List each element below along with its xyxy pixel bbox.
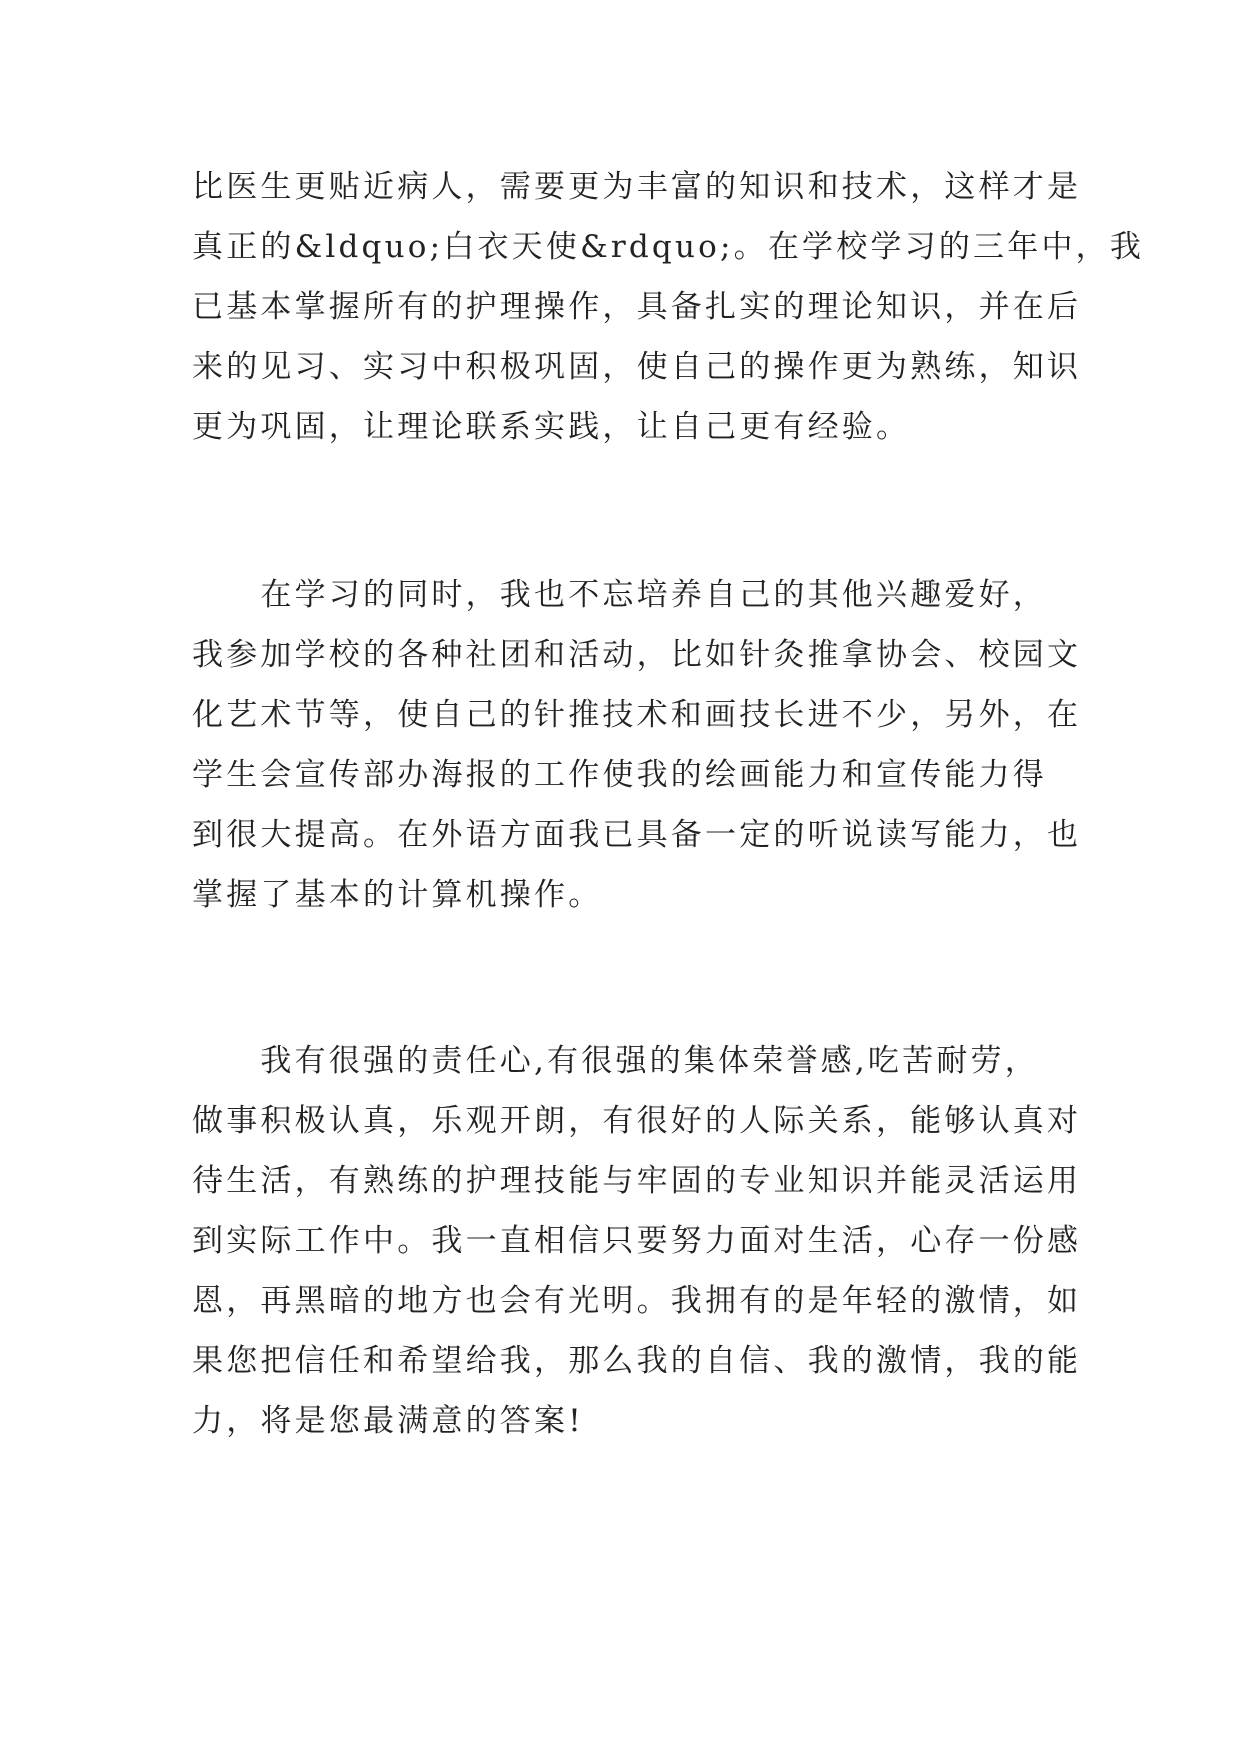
text-line: 比医生更贴近病人，需要更为丰富的知识和技术，这样才是	[192, 169, 1082, 205]
text-line: 已基本掌握所有的护理操作，具备扎实的理论知识，并在后	[192, 289, 1082, 325]
text-line: 学生会宣传部办海报的工作使我的绘画能力和宣传能力得	[192, 757, 1047, 793]
text-line: 真正的&ldquo;白衣天使&rdquo;。在学校学习的三年中，我	[192, 229, 1145, 265]
text-line: 果您把信任和希望给我，那么我的自信、我的激情，我的能	[192, 1343, 1082, 1379]
paragraph-personality	[192, 1031, 1082, 1451]
text-line: 待生活，有熟练的护理技能与牢固的专业知识并能灵活运用	[192, 1163, 1082, 1199]
text-line: 掌握了基本的计算机操作。	[192, 877, 603, 913]
text-line: 力，将是您最满意的答案!	[192, 1403, 584, 1439]
text-line: 到很大提高。在外语方面我已具备一定的听说读写能力，也	[192, 817, 1082, 853]
text-line: 恩，再黑暗的地方也会有光明。我拥有的是年轻的激情，如	[192, 1283, 1082, 1319]
text-line: 我参加学校的各种社团和活动，比如针灸推拿协会、校园文	[192, 637, 1082, 673]
text-line: 在学习的同时，我也不忘培养自己的其他兴趣爱好，	[192, 577, 1047, 613]
paragraph-hobbies	[192, 565, 1082, 925]
text-line: 到实际工作中。我一直相信只要努力面对生活，心存一份感	[192, 1223, 1082, 1259]
text-line: 来的见习、实习中积极巩固，使自己的操作更为熟练，知识	[192, 349, 1082, 385]
text-line: 做事积极认真，乐观开朗，有很好的人际关系，能够认真对	[192, 1103, 1082, 1139]
text-line: 更为巩固，让理论联系实践，让自己更有经验。	[192, 409, 911, 445]
text-line: 我有很强的责任心,有很强的集体荣誉感,吃苦耐劳，	[192, 1043, 1039, 1079]
text-line: 化艺术节等，使自己的针推技术和画技长进不少，另外，在	[192, 697, 1082, 733]
paragraph-education	[192, 157, 1145, 457]
